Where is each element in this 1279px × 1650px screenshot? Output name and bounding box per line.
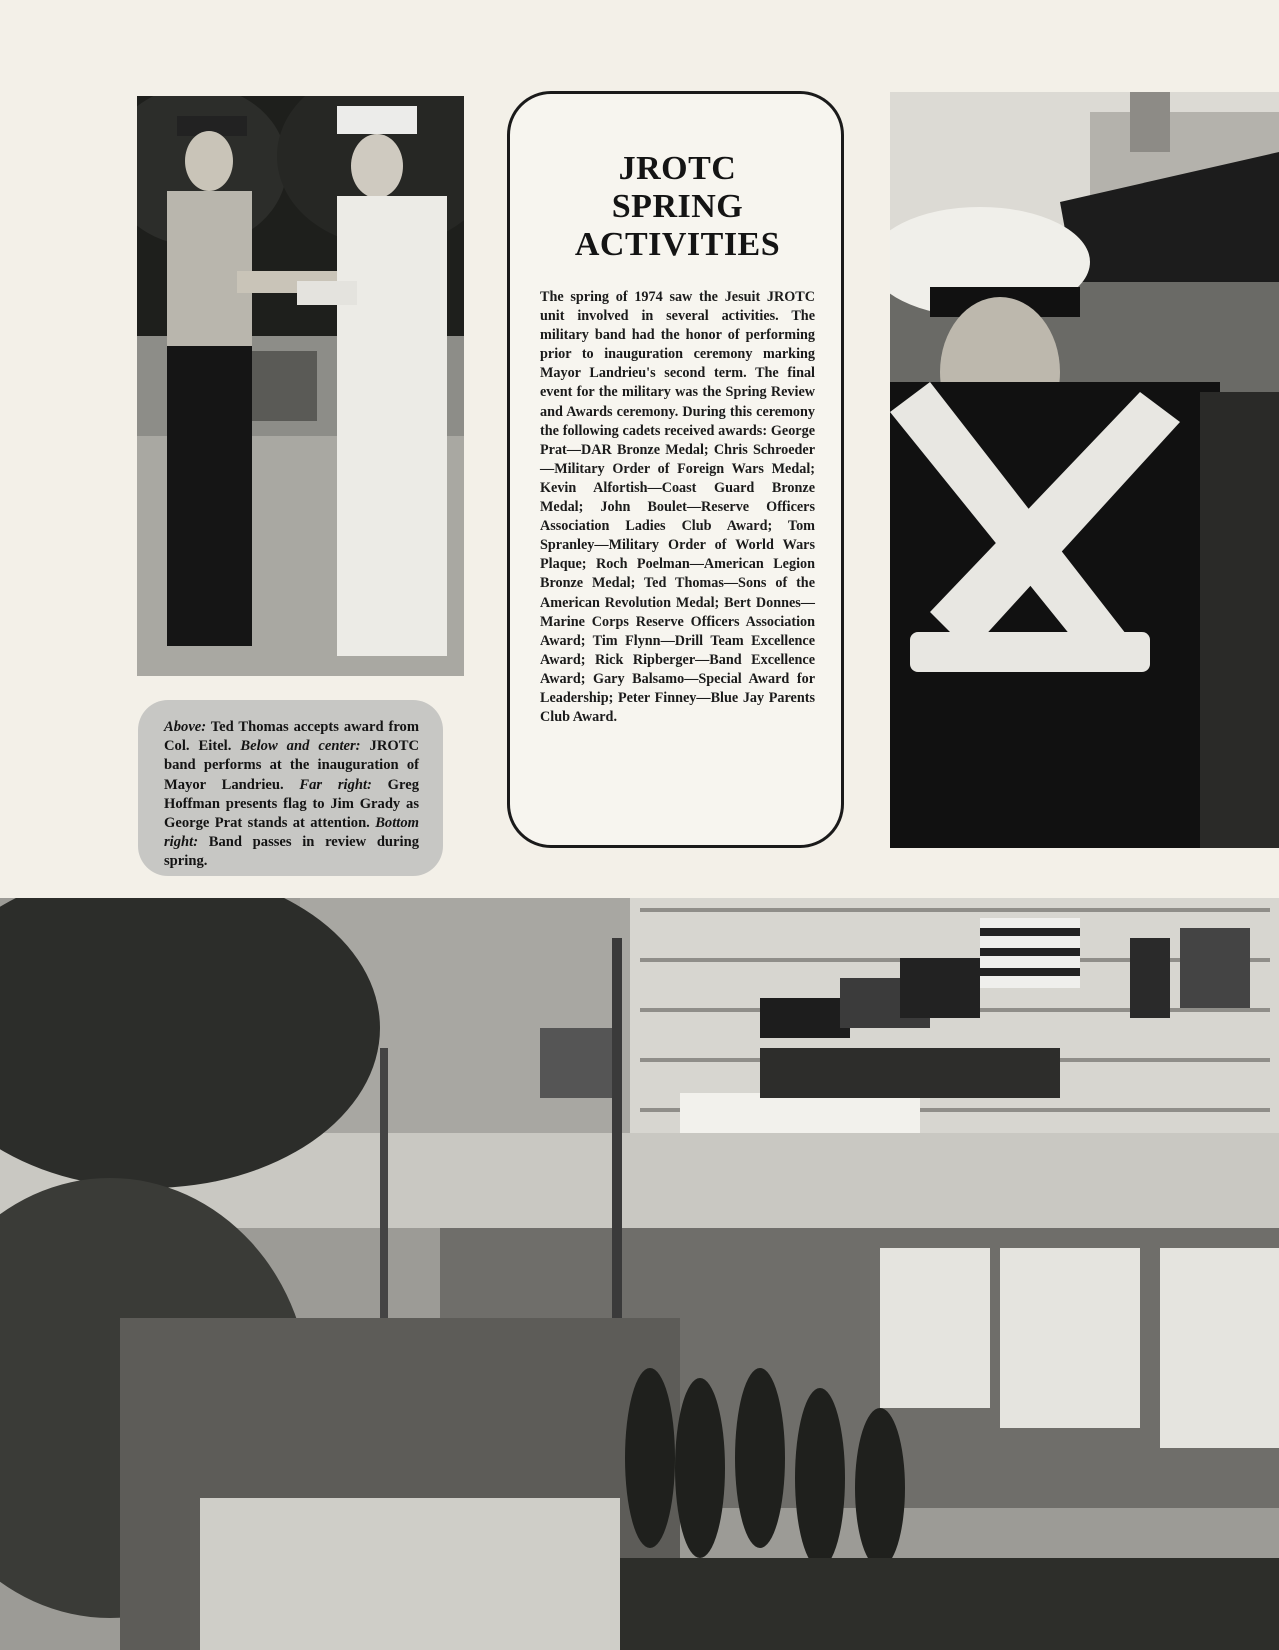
- caption-label-above: Above:: [164, 719, 207, 735]
- caption-label-far-right: Far right:: [299, 776, 372, 793]
- award-handshake-photo: [137, 96, 464, 676]
- article-title: [540, 150, 815, 264]
- article-body: The spring of 1974 saw the Jesuit JROTC unit involved in several activities. The military band had the honor of performing prior to inauguration ceremony marking Mayor Landrieu's second term. The final event for the military was the Spring Review and Awards ceremony. During this ceremony the following cadets received awards: George Prat—DAR Bronze Medal; Chris Schroeder—Military Order of Foreign Wars Medal; Kevin Alfortish—Coast Guard Bronze Medal; John Boulet—Reserve Officers Association Ladies Club Award; Tom Spranley—Military Order of World Wars Plaque; Roch Poelman—American Legion Bronze Medal; Ted Thomas—Sons of the American Revolution Medal; Bert Donnes—Marine Corps Reserve Officers Association Award; Tim Flynn—Drill Team Excellence Award; Rick Ripberger—Band Excellence Award; Gary Balsamo—Special Award for Leadership; Peter Finney—Blue Jay Parents Club Award.: [540, 289, 815, 726]
- caption-text-bottom-right: Band passes in review during spring.: [164, 834, 419, 870]
- caption-label-below: Below and center:: [240, 738, 361, 755]
- caption-text-below: JROTC band performs at the inauguration of Mayor Landrieu.: [164, 738, 419, 793]
- article-box: [507, 91, 844, 848]
- caption-text-far-right: Greg Hoffman presents flag to Jim Grady as George Prat stands at attention.: [164, 776, 419, 832]
- award-handshake-image: [137, 96, 464, 676]
- title-line-3: ACTIVITIES: [574, 226, 781, 263]
- inauguration-ceremony-image: [0, 898, 1279, 1650]
- inauguration-ceremony-photo: [0, 898, 1279, 1650]
- title-line-2: SPRING: [611, 188, 744, 225]
- caption-text-above: Ted Thomas accepts award from Col. Eitel.: [164, 719, 419, 755]
- band-member-image: [890, 92, 1279, 848]
- photo-caption-box: [138, 700, 443, 876]
- title-line-1: JROTC: [618, 150, 737, 187]
- photo-caption: [164, 718, 419, 872]
- band-member-photo: [890, 92, 1279, 848]
- caption-label-bottom-right: Bottom right:: [164, 815, 419, 851]
